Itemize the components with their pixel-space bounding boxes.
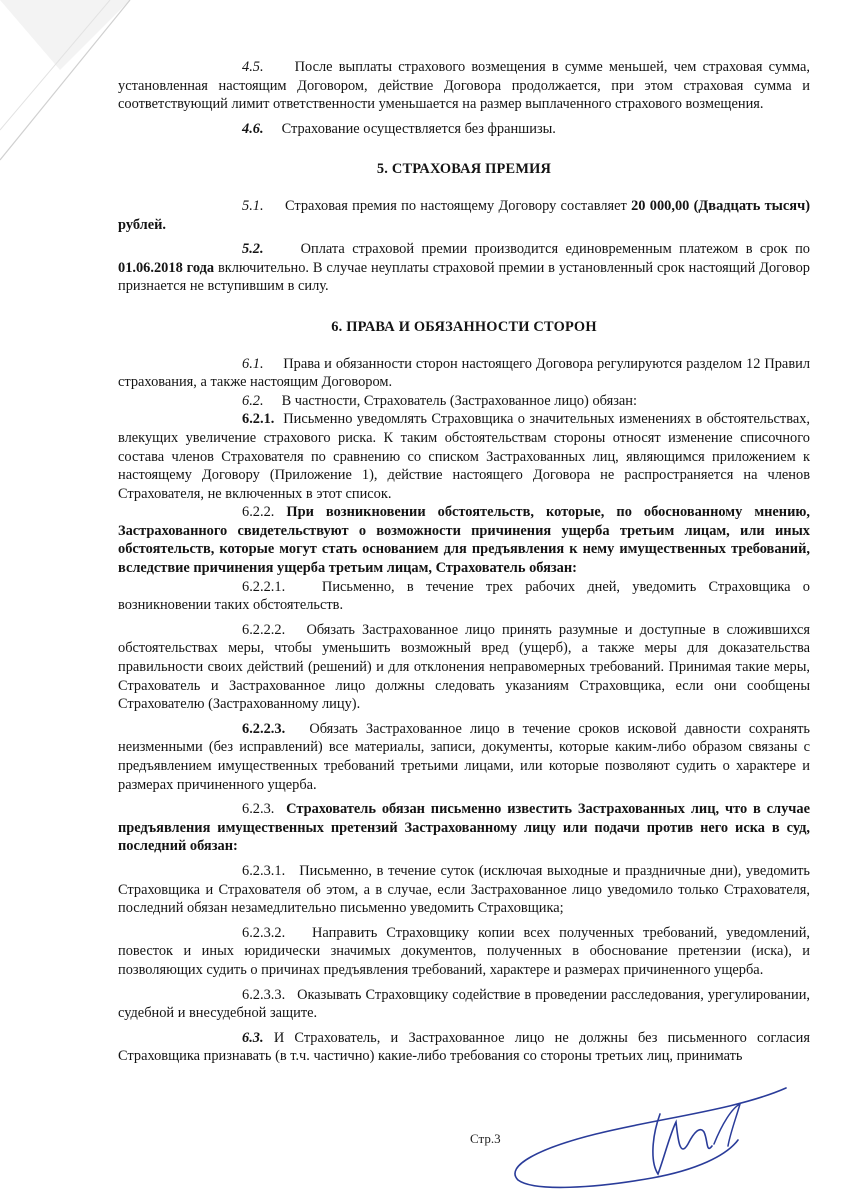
clause-text: Оказывать Страховщику содействие в проведении расследования, урегулировании, судебной и внесудебной защите. [118,986,811,1022]
clause-5-2 [118,240,810,296]
clause-6-2-2-1 [118,578,810,615]
clause-6-2-2-3 [118,720,810,794]
clause-text: Права и обязанности сторон настоящего Договора регулируются разделом 12 Правил страхования, а также настоящим Договором. [118,355,810,391]
clause-number: 6.2.3.1. [242,862,286,879]
clause-number: 5.2. [242,241,264,258]
clause-number: 4.5. [242,59,264,75]
clause-number: 6.2.2.3. [242,720,286,737]
clause-text: Направить Страховщику копии всех полученных требований, уведомлений, повесток и иных юридически значимых документов, полученных в обоснование претензии (иска), и позволяющих судить о причинах предъявления требований, характере и размерах причиненного ущерба. [118,924,810,978]
clause-number: 6.2.1. [242,411,275,428]
clause-text: Страховая премия по настоящему Договору составляет [284,197,632,214]
clause-text-cont: включительно. В случае неуплаты страховой премии в установленный срок настоящий Договор признается не вступившим в силу. [118,259,810,295]
clause-text: Страхование осуществляется без франшизы. [281,120,556,137]
premium-amount: 20 000,00 (Двадцать тысяч) рублей. [118,197,810,233]
section-heading-5: 5. СТРАХОВАЯ ПРЕМИЯ [376,161,552,178]
document-body [118,58,810,1072]
clause-6-2-1 [118,410,810,503]
clause-text: И Страхователь, и Застрахованное лицо не должны без письменного согласия Страховщика признавать (в т.ч. частично) какие-либо требования со стороны третьих лиц, принимать [118,1029,810,1065]
clause-6-2-3-1 [118,862,810,918]
clause-number: 6.2.3.3. [242,986,286,1003]
payment-deadline: 01.06.2018 года [118,259,215,276]
clause-number: 6.2.3. [242,801,275,818]
clause-6-2-3-3 [118,986,810,1023]
clause-number: 6.2.3.2. [242,924,286,941]
clause-number: 6.2. [242,392,264,409]
clause-6-2-3-2 [118,924,810,980]
clause-6-2 [118,392,810,411]
clause-6-2-2-2 [118,621,810,714]
clause-6-1 [118,355,810,392]
clause-text: При возникновении обстоятельств, которые, по обоснованному мнению, Застрахованного свидетельствуют о возможности причинения ущерба третьим лицам, или иных обстоятельств, которые могут стать основанием для предъявления к нему имущественных требований, вследствие причинения ущерба третьим лицам, Страхователь обязан: [118,504,810,577]
clause-number: 6.1. [242,355,264,372]
clause-text: Письменно уведомлять Страховщика о значительных изменениях в обстоятельствах, влекущих увеличение страхового риска. К таким обстоятельствам стороны относят изменение списочного состава членов Страхователя по сравнению со списком Застрахованных лиц, являющимся приложением к настоящему Договору (Приложение 1), действие настоящего Договора не распространяется на членов Страхователя, не включенных в этот список. [118,411,810,502]
clause-text: Оплата страховой премии производится единовременным платежом в срок по [300,241,810,258]
clause-text: Страхователь обязан письменно известить Застрахованных лиц, что в случае предъявления имущественных претензий Застрахованному лицу или подачи против него иска в суд, последний обязан: [118,801,810,855]
clause-number: 6.2.2. [242,504,275,521]
clause-number: 6.2.2.2. [242,621,286,638]
clause-number: 6.3. [242,1029,264,1046]
clause-6-2-3 [118,800,810,856]
page-number: Стр.3 [470,1131,501,1146]
clause-text: Письменно, в течение трех рабочих дней, уведомить Страховщика о возникновении таких обстоятельств. [118,578,811,614]
clause-text: В частности, Страхователь (Застрахованное лицо) обязан: [281,392,637,409]
clause-4-6 [118,120,810,139]
clause-6-2-2 [118,503,810,577]
clause-4-5 [118,58,810,114]
clause-number: 4.6. [242,120,264,137]
handwritten-signature [500,1082,800,1194]
clause-text: Обязать Застрахованное лицо в течение сроков исковой давности сохранять неизменными (без исправлений) все материалы, записи, документы, которые каким-либо образом связаны с предъявлением имущественных требований третьими лицами, или которые позволяют судить о характере и размерах причиненного ущерба. [118,720,810,793]
clause-text: Обязать Застрахованное лицо принять разумные и доступные в сложившихся обстоятельствах меры, чтобы уменьшить возможный вред (ущерб), а также меры для доказательства правильности своих действий (решений) и для отклонения неправомерных требований. Принимая такие меры, Страхователь и Застрахованное лицо должны следовать указаниям Страховщика, если они сообщены Страхователю (Застрахованному лицу). [118,621,810,713]
clause-number: 5.1. [242,197,264,214]
clause-text: Письменно, в течение суток (исключая выходные и праздничные дни), уведомить Страховщика и Страхователя об этом, а в случае, если Застрахованное лицо уведомило только Страхователя, последний обязан незамедлительно письменно уведомить Страховщика; [118,862,810,917]
clause-6-3 [118,1029,810,1066]
clause-5-1 [118,197,810,234]
clause-text: После выплаты страхового возмещения в сумме меньшей, чем страховая сумма, установленная настоящим Договором, действие Договора продолжается, при этом страховая сумма и соответствующий лимит ответственности уменьшается на размер выплаченного страхового возмещения. [118,59,810,113]
clause-number: 6.2.2.1. [242,578,286,595]
section-heading-6: 6. ПРАВА И ОБЯЗАННОСТИ СТОРОН [331,318,597,335]
